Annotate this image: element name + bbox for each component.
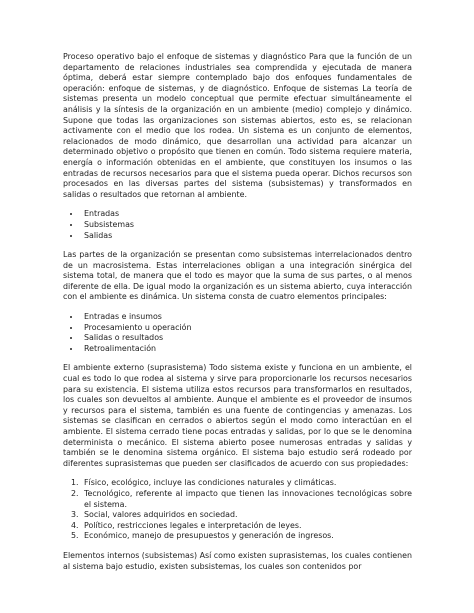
list-item: 5. Económico, manejo de presupuestos y generación de ingresos.	[81, 531, 412, 542]
list-item: • Retroalimentación	[81, 344, 412, 355]
list-item: • Procesamiento u operación	[81, 323, 412, 334]
list-item: • Salidas o resultados	[81, 333, 412, 344]
list-item: • Subsistemas	[81, 220, 412, 231]
paragraph-elementos-internos: Elementos internos (subsistemas) Así como existen suprasistemas, los cuales contienen al sistema bajo estudio, existen subsistemas, los cuales son contenidos por	[63, 550, 412, 571]
list-item: 3. Social, valores adquiridos en sociedad.	[81, 510, 412, 521]
list-item: • Entradas	[81, 209, 412, 220]
list-item: 4. Político, restricciones legales e interpretación de leyes.	[81, 521, 412, 532]
document-body	[63, 52, 412, 581]
list-item: • Salidas	[81, 231, 412, 242]
paragraph-partes-organizacion: Las partes de la organización se presentan como subsistemas interrelacionados dentro de un macrosistema. Estas interrelaciones obligan a una integración sinérgica del sistema total, de manera que el todo es mayor que la suma de sus partes, o al menos diferente de ella. De igual modo la organización es un sistema abierto, cuya interacción con el ambiente es dinámica. Un sistema consta de cuatro elementos principales:	[63, 250, 412, 302]
list-item: • Entradas e insumos	[81, 312, 412, 323]
paragraph-ambiente-externo: El ambiente externo (suprasistema) Todo sistema existe y funciona en un ambiente, el cual es todo lo que rodea al sistema y sirve para proporcionarle los recursos necesarios para su existencia. El sistema utiliza estos recursos para transformarlos en resultados, los cuales son devueltos al ambiente. Aunque el ambiente es el proveedor de insumos y recursos para el sistema, también es una fuente de contingencias y amenazas. Los sistemas se clasifican en cerrados o abiertos según el modo como interactúan en el ambiente. El sistema cerrado tiene pocas entradas y salidas, por lo que se le denomina determinista o mecánico. El sistema abierto posee numerosas entradas y salidas y también se le denomina sistema orgánico. El sistema bajo estudio será rodeado por diferentes suprasistemas que pueden ser clasificados de acuerdo con sus propiedades:	[63, 363, 412, 468]
list-item: 2. Tecnológico, referente al impacto que tienen las innovaciones tecnológicas sobre el sistema.	[81, 489, 412, 510]
paragraph-enfoque-sistemas: Proceso operativo bajo el enfoque de sistemas y diagnóstico Para que la función de un departamento de relaciones industriales sea comprendida y ejecutada de manera óptima, deberá estar siempre contemplado bajo dos enfoques fundamentales de operación: enfoque de sistemas, y de diagnóstico. Enfoque de sistemas La teoría de sistemas presenta un modelo conceptual que permite efectuar simultáneamente el análisis y la síntesis de la organización en un ambiente (medio) complejo y dinámico. Supone que todas las organizaciones son sistemas abiertos, esto es, se relacionan activamente con el medio que los rodea. Un sistema es un conjunto de elementos, relacionados de modo dinámico, que desarrollan una actividad para alcanzar un determinado objetivo o propósito que tienen en común. Todo sistema requiere materia, energía o información obtenidas en el ambiente, que constituyen los insumos o las entradas de recursos necesarios para que el sistema pueda operar. Dichos recursos son procesados en las diversas partes del sistema (subsistemas) y transformados en salidas o resultados que retornan al ambiente.	[63, 52, 412, 199]
numbered-list-suprasistemas	[63, 478, 412, 542]
bullet-list-elementos	[63, 312, 412, 354]
list-item: 1. Físico, ecológico, incluye las condiciones naturales y climáticas.	[81, 478, 412, 489]
bullet-list-sistema	[63, 209, 412, 241]
